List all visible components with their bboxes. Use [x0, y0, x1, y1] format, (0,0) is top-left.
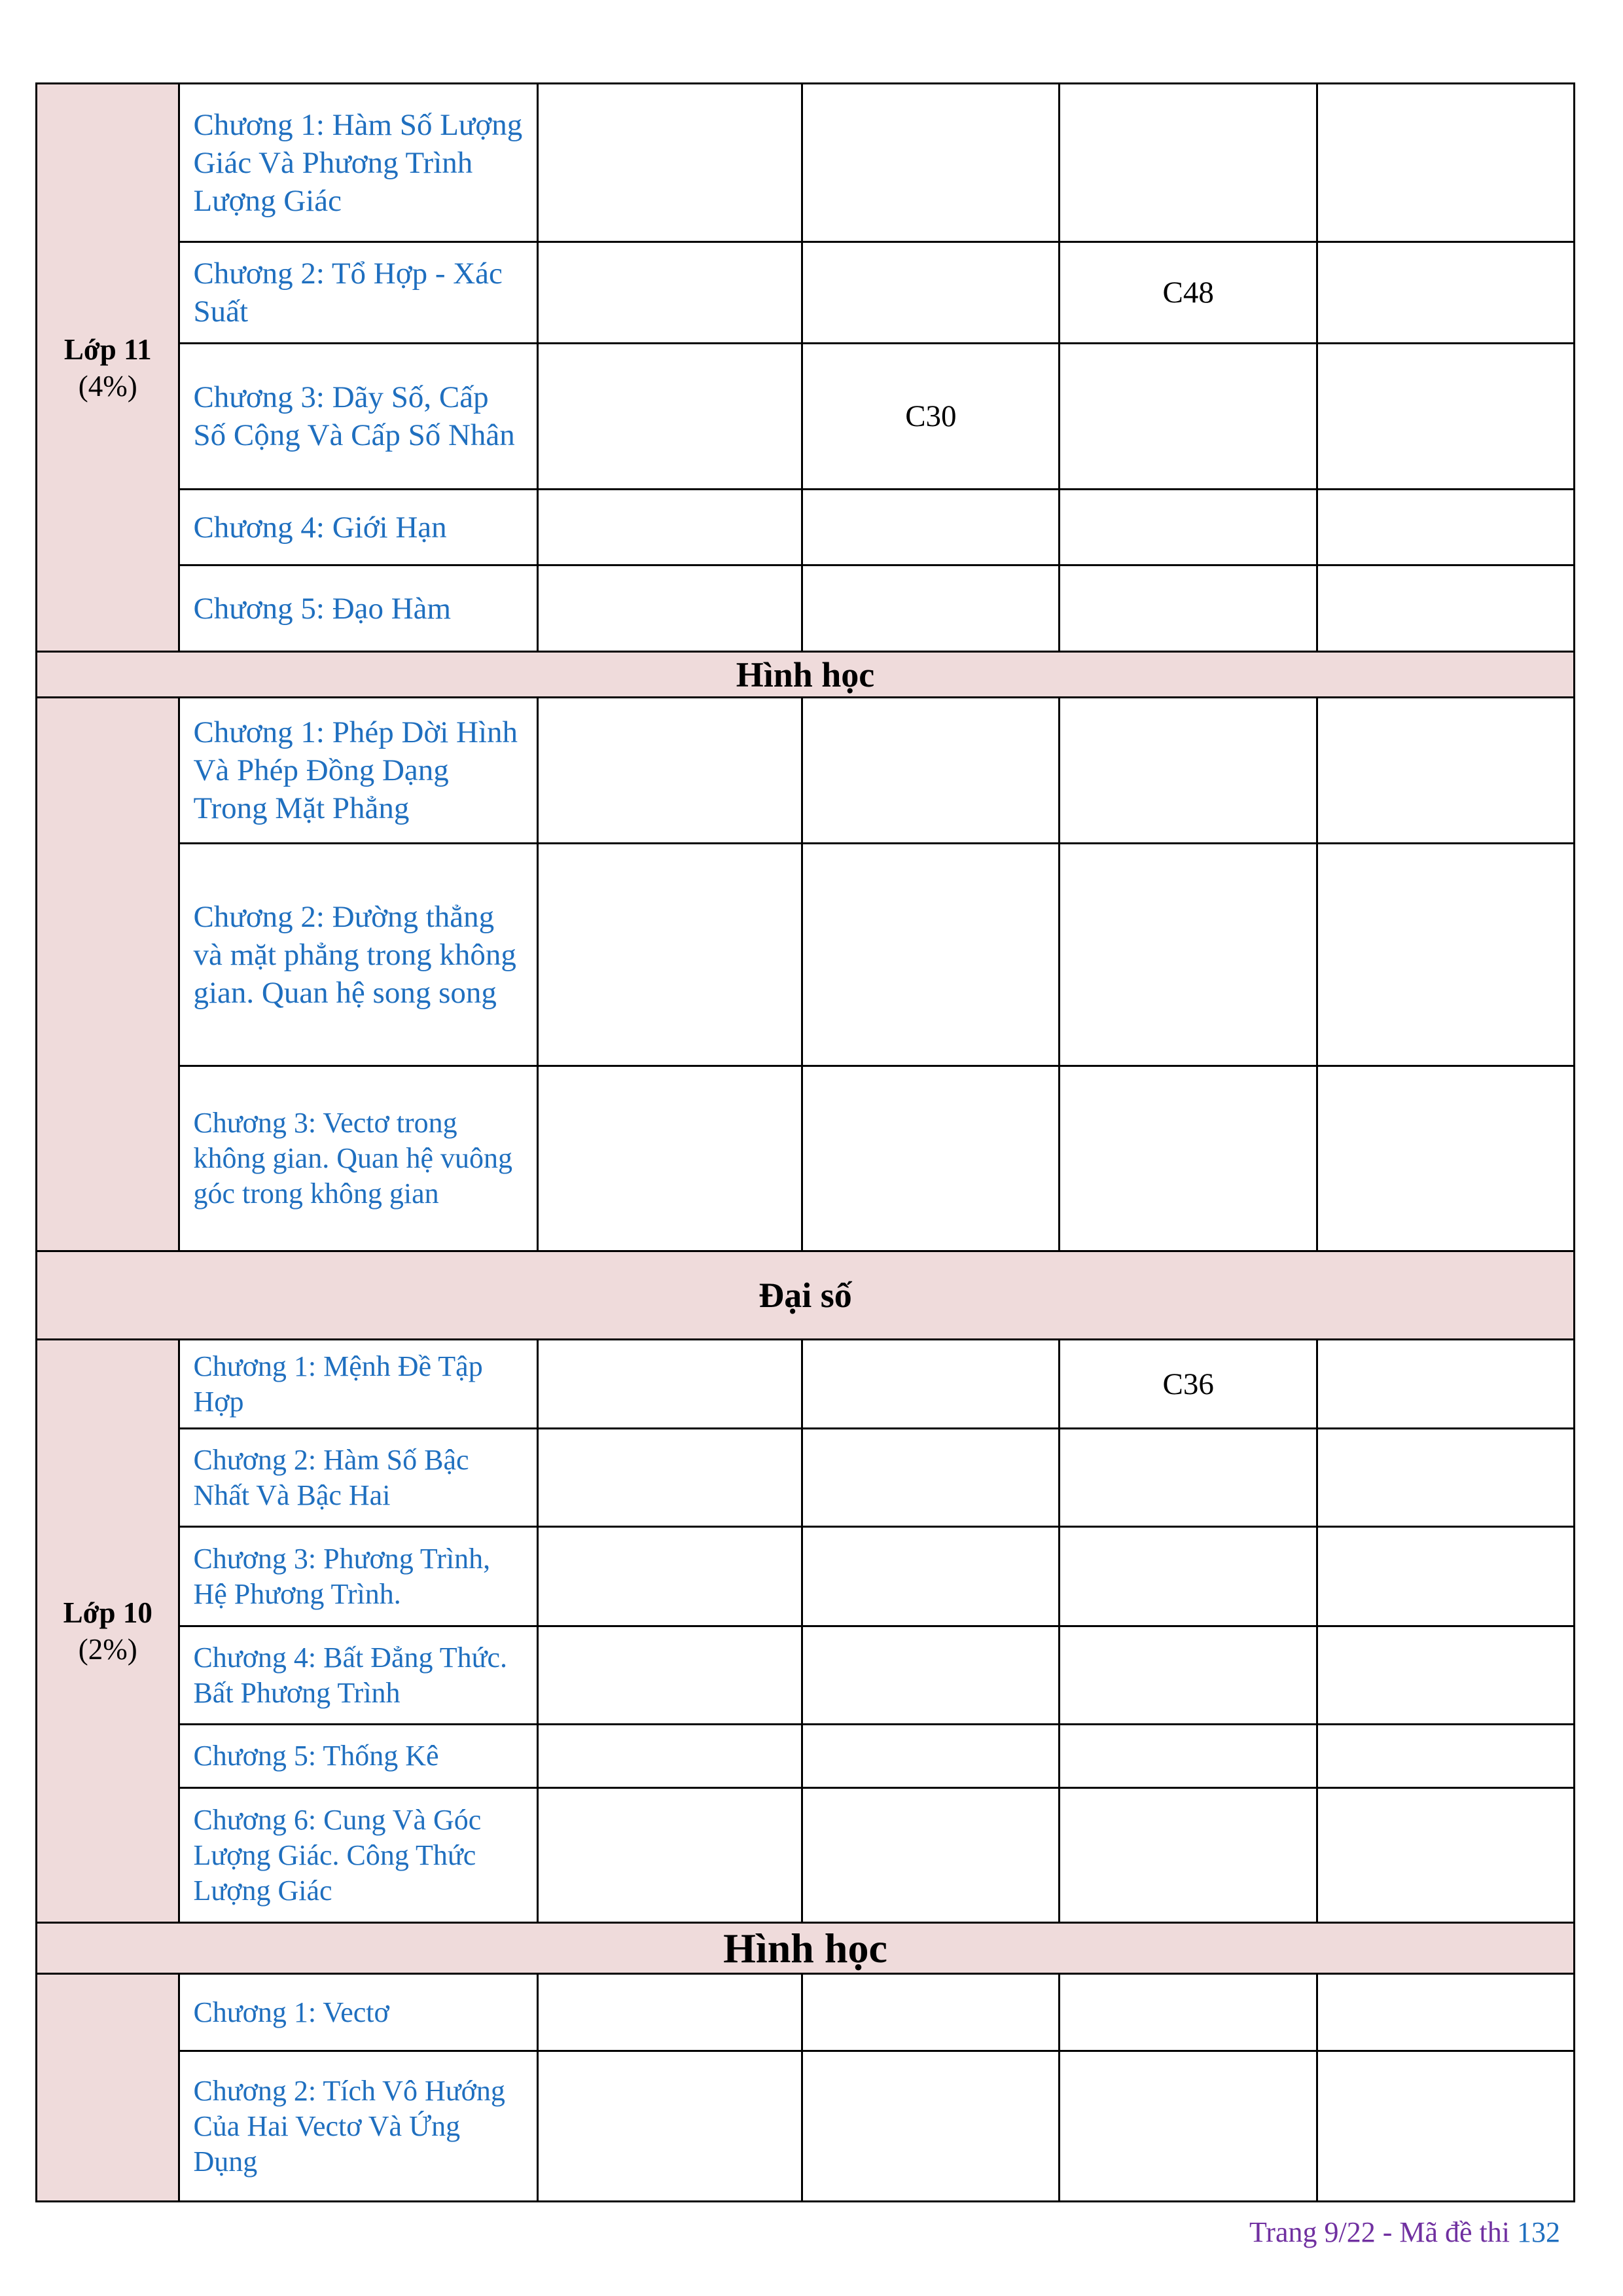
table-row: [37, 344, 1575, 490]
question-code: C48: [1060, 242, 1317, 344]
matrix-cell: [1060, 1788, 1317, 1923]
section-header-algebra: Đại số: [37, 1251, 1575, 1340]
matrix-cell: [537, 1788, 802, 1923]
page-number: Trang 9/22 - Mã đề thi: [1249, 2216, 1510, 2248]
table-row: [37, 1429, 1575, 1527]
matrix-cell: [1060, 490, 1317, 565]
chapter-label: Chương 2: Tích Vô Hướng Của Hai Vectơ Và Ứng Dụng: [179, 2051, 537, 2202]
matrix-cell: [1317, 1725, 1575, 1788]
grade-name: Lớp 11: [63, 332, 152, 366]
chapter-label: Chương 1: Mệnh Đề Tập Hợp: [179, 1340, 537, 1429]
chapter-label: Chương 5: Đạo Hàm: [179, 565, 537, 652]
table-row: [37, 1974, 1575, 2051]
table-row: [37, 242, 1575, 344]
matrix-cell: [1060, 84, 1317, 242]
matrix-cell: [537, 1429, 802, 1527]
chapter-label: Chương 3: Vectơ trong không gian. Quan hệ vuông góc trong không gian: [179, 1066, 537, 1251]
matrix-cell: [1317, 1527, 1575, 1626]
table-row: [37, 1725, 1575, 1788]
matrix-cell: [1317, 344, 1575, 490]
matrix-cell: [1317, 1626, 1575, 1725]
matrix-cell: [537, 698, 802, 844]
grade-name: Lớp 10: [63, 1596, 152, 1629]
matrix-cell: [1317, 1788, 1575, 1923]
matrix-cell: [537, 84, 802, 242]
matrix-cell: [802, 1725, 1060, 1788]
table-row: [37, 844, 1575, 1066]
matrix-cell: [1317, 242, 1575, 344]
table-row: [37, 1788, 1575, 1923]
table-row: [37, 698, 1575, 844]
matrix-cell: [802, 242, 1060, 344]
section-header-geometry: Hình học: [37, 1923, 1575, 1974]
question-code: C30: [802, 344, 1060, 490]
matrix-cell: [537, 1974, 802, 2051]
matrix-cell: [802, 844, 1060, 1066]
matrix-cell: [537, 1626, 802, 1725]
matrix-cell: [1317, 698, 1575, 844]
table-row: [37, 1923, 1575, 1974]
matrix-cell: [537, 344, 802, 490]
chapter-label: Chương 4: Bất Đẳng Thức. Bất Phương Trình: [179, 1626, 537, 1725]
chapter-label: Chương 2: Đường thẳng và mặt phẳng trong không gian. Quan hệ song song: [179, 844, 537, 1066]
chapter-label: Chương 5: Thống Kê: [179, 1725, 537, 1788]
table-row: [37, 652, 1575, 698]
matrix-cell: [537, 242, 802, 344]
matrix-cell: [1060, 1066, 1317, 1251]
matrix-cell: [537, 2051, 802, 2202]
matrix-cell: [1060, 1429, 1317, 1527]
matrix-cell: [1060, 344, 1317, 490]
grade-percent: (4%): [78, 369, 137, 403]
matrix-cell: [802, 1527, 1060, 1626]
chapter-label: Chương 1: Hàm Số Lượng Giác Và Phương Trình Lượng Giác: [179, 84, 537, 242]
matrix-cell: [802, 1788, 1060, 1923]
grade-percent: (2%): [78, 1633, 137, 1666]
matrix-cell: [802, 1429, 1060, 1527]
table-row: [37, 1626, 1575, 1725]
table-row: [37, 1527, 1575, 1626]
matrix-cell: [1060, 1725, 1317, 1788]
matrix-cell: [1060, 698, 1317, 844]
matrix-cell: [537, 844, 802, 1066]
matrix-cell: [802, 84, 1060, 242]
matrix-cell: [537, 1066, 802, 1251]
table-row: [37, 1340, 1575, 1429]
matrix-cell: [1317, 565, 1575, 652]
section-header-geometry: Hình học: [37, 652, 1575, 698]
matrix-cell: [802, 565, 1060, 652]
matrix-cell: [802, 2051, 1060, 2202]
grade-cell: [37, 1974, 179, 2202]
chapter-label: Chương 3: Phương Trình, Hệ Phương Trình.: [179, 1527, 537, 1626]
matrix-cell: [1060, 1527, 1317, 1626]
matrix-cell: [1317, 1066, 1575, 1251]
matrix-cell: [1060, 1626, 1317, 1725]
chapter-label: Chương 1: Phép Dời Hình Và Phép Đồng Dạng Trong Mặt Phẳng: [179, 698, 537, 844]
matrix-cell: [1317, 2051, 1575, 2202]
matrix-cell: [1317, 1429, 1575, 1527]
matrix-cell: [802, 1340, 1060, 1429]
matrix-cell: [802, 1066, 1060, 1251]
chapter-label: Chương 6: Cung Và Góc Lượng Giác. Công Thức Lượng Giác: [179, 1788, 537, 1923]
chapter-label: Chương 1: Vectơ: [179, 1974, 537, 2051]
matrix-cell: [537, 1725, 802, 1788]
matrix-cell: [802, 1626, 1060, 1725]
matrix-cell: [537, 490, 802, 565]
matrix-cell: [1317, 844, 1575, 1066]
matrix-cell: [1317, 84, 1575, 242]
chapter-label: Chương 2: Hàm Số Bậc Nhất Và Bậc Hai: [179, 1429, 537, 1527]
matrix-cell: [1060, 565, 1317, 652]
grade-cell: [37, 84, 179, 652]
table-row: [37, 490, 1575, 565]
matrix-cell: [1317, 1340, 1575, 1429]
grade-cell: [37, 698, 179, 1251]
chapter-label: Chương 2: Tổ Hợp - Xác Suất: [179, 242, 537, 344]
matrix-cell: [802, 698, 1060, 844]
table-row: [37, 1251, 1575, 1340]
matrix-cell: [802, 490, 1060, 565]
page-footer: [1249, 2215, 1560, 2249]
matrix-cell: [537, 565, 802, 652]
table-row: [37, 2051, 1575, 2202]
exam-code: 132: [1517, 2216, 1560, 2248]
matrix-cell: [802, 1974, 1060, 2051]
chapter-label: Chương 3: Dãy Số, Cấp Số Cộng Và Cấp Số Nhân: [179, 344, 537, 490]
matrix-cell: [1317, 1974, 1575, 2051]
table-row: [37, 565, 1575, 652]
question-code: C36: [1060, 1340, 1317, 1429]
matrix-cell: [1317, 490, 1575, 565]
table-row: [37, 84, 1575, 242]
grade-cell: [37, 1340, 179, 1923]
matrix-cell: [1060, 844, 1317, 1066]
chapter-label: Chương 4: Giới Hạn: [179, 490, 537, 565]
matrix-cell: [1060, 1974, 1317, 2051]
matrix-table: [35, 82, 1575, 2202]
matrix-cell: [537, 1527, 802, 1626]
table-row: [37, 1066, 1575, 1251]
matrix-cell: [537, 1340, 802, 1429]
matrix-cell: [1060, 2051, 1317, 2202]
